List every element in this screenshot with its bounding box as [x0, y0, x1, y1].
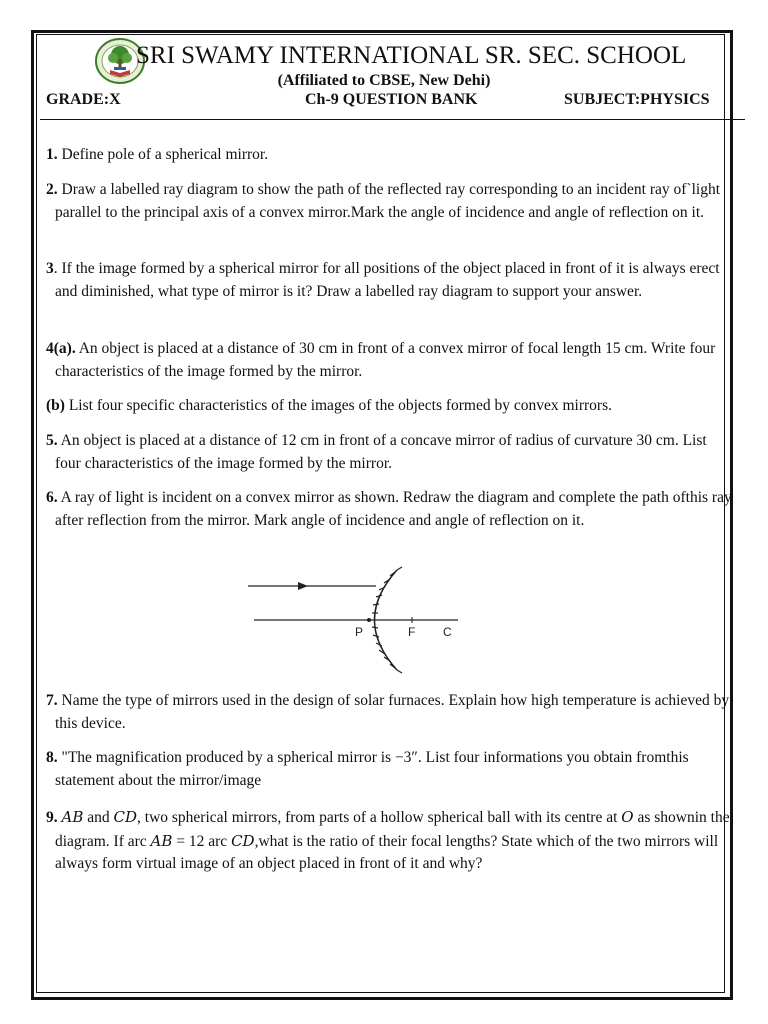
math-cd: CD	[113, 808, 138, 826]
question-4a	[46, 338, 733, 383]
affiliation: (Affiliated to CBSE, New Dehi)	[277, 72, 491, 89]
question-number: 3	[46, 260, 54, 277]
question-text: Draw a labelled ray diagram to show the path of the reflected ray corresponding to an incident ray of`light parallel to the principal axis of a convex mirror.Mark the angle of incidence and angle of reflection on it.	[55, 181, 721, 221]
question-number: 9.	[46, 809, 58, 826]
grade-label: GRADE:X	[46, 91, 121, 108]
question-text: as shownin the diagram. If arc	[55, 809, 730, 850]
question-text: ,what is the ratio of their focal lengths? State which of the two mirrors will always form virtual image of an object placed in front of it and why?	[55, 832, 719, 872]
question-text: . If the image formed by a spherical mirror for all positions of the object placed in front of it is always erect and diminished, what type of mirror is it? Draw a labelled ray diagram to support your answer.	[53, 260, 720, 300]
question-text: A ray of light is incident on a convex mirror as shown. Redraw the diagram and complete the path ofthis ray after reflection from the mirror. Mark angle of incidence and angle of reflection on it.	[55, 489, 732, 529]
question-text: = 12 arc	[176, 832, 228, 850]
chapter-label: Ch-9 QUESTION BANK	[305, 91, 478, 108]
question-number: 5.	[46, 432, 58, 449]
math-o: O	[621, 808, 634, 826]
question-7	[46, 690, 733, 735]
question-6	[46, 487, 733, 532]
question-number: 2.	[46, 181, 58, 198]
question-number: (b)	[46, 397, 65, 414]
question-1	[46, 144, 724, 167]
question-number: 7.	[46, 692, 58, 709]
question-3	[46, 258, 733, 303]
pole-point	[367, 618, 371, 622]
question-number: 8.	[46, 749, 58, 766]
question-2	[46, 179, 733, 224]
question-text: and	[87, 809, 110, 826]
label-c: C	[443, 625, 452, 639]
arrow-icon	[298, 582, 308, 590]
question-8	[46, 747, 733, 792]
label-f: F	[408, 625, 416, 639]
question-5	[46, 430, 733, 475]
math-ab: AB	[61, 808, 84, 826]
question-number: 1.	[46, 146, 58, 163]
question-text: , two spherical mirrors, from parts of a hollow spherical ball with its centre at	[137, 809, 618, 826]
school-name: SRI SWAMY INTERNATIONAL SR. SEC. SCHOOL	[136, 42, 687, 69]
question-text: An object is placed at a distance of 12 cm in front of a concave mirror of radius of curvature 30 cm. List four characteristics of the image formed by the mirror.	[55, 432, 707, 472]
question-4b	[46, 395, 733, 418]
label-p: P	[355, 625, 364, 639]
question-9	[46, 806, 733, 876]
question-text: Define pole of a spherical mirror.	[61, 146, 269, 163]
question-text: "The magnification produced by a spherical mirror is −3″. List four informations you obtain fromthis statement about the mirror/image	[55, 749, 689, 789]
question-text: An object is placed at a distance of 30 cm in front of a convex mirror of focal length 15 cm. Write four characteristics of the image formed by the mirror.	[55, 340, 716, 380]
math-ab: AB	[150, 831, 173, 850]
math-cd: CD	[231, 831, 255, 850]
subject-label: SUBJECT:PHYSICS	[564, 91, 710, 108]
question-text: Name the type of mirrors used in the design of solar furnaces. Explain how high temperature is achieved by this device.	[55, 692, 730, 732]
convex-mirror-diagram	[244, 562, 464, 674]
question-number: 4(a).	[46, 340, 76, 357]
question-number: 6.	[46, 489, 58, 506]
question-text: List four specific characteristics of the images of the objects formed by convex mirrors.	[68, 397, 613, 414]
header-divider	[40, 119, 745, 120]
